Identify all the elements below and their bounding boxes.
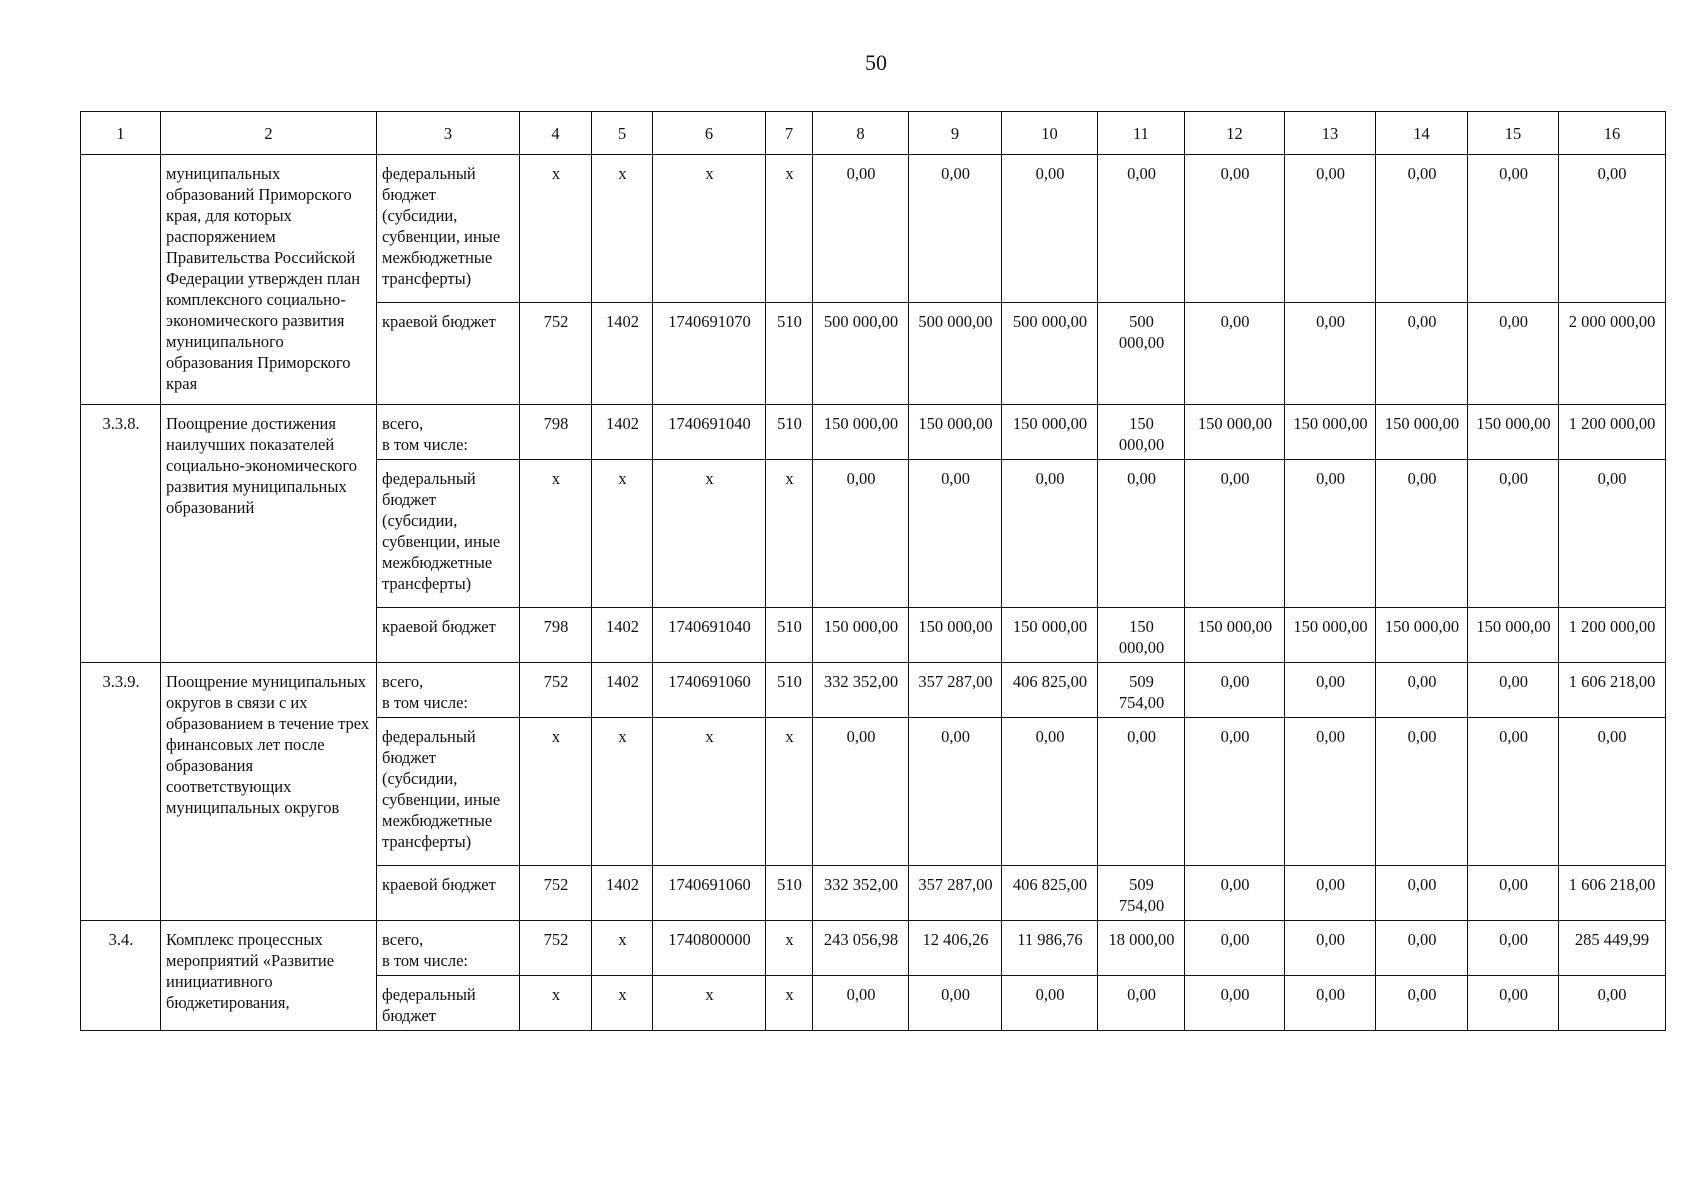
amount-col-15: 0,00	[1468, 921, 1559, 976]
amount-col-14: 0,00	[1376, 663, 1468, 718]
amount-col-13: 0,00	[1285, 303, 1376, 405]
amount-col-12: 150 000,00	[1185, 405, 1285, 460]
section-code: 1402	[592, 303, 653, 405]
target-article-code: 1740691070	[653, 303, 766, 405]
target-article-code: x	[653, 460, 766, 608]
column-header-7: 7	[766, 112, 813, 155]
page-number: 50	[865, 50, 887, 75]
amount-col-16: 1 200 000,00	[1559, 608, 1666, 663]
amount-col-8: 150 000,00	[813, 405, 909, 460]
table-body	[81, 155, 1666, 1031]
amount-col-10: 0,00	[1002, 718, 1098, 866]
column-header-12: 12	[1185, 112, 1285, 155]
budget-table	[80, 111, 1666, 1031]
column-header-11: 11	[1098, 112, 1185, 155]
amount-col-10: 500 000,00	[1002, 303, 1098, 405]
amount-col-14: 0,00	[1376, 866, 1468, 921]
item-number: 3.3.8.	[81, 405, 161, 663]
amount-col-15: 0,00	[1468, 663, 1559, 718]
amount-col-12: 0,00	[1185, 460, 1285, 608]
expense-type-code: x	[766, 155, 813, 303]
amount-col-13: 0,00	[1285, 460, 1376, 608]
funding-source: федеральный бюджет (субсидии, субвенции, иные межбюджетные трансферты)	[377, 460, 520, 608]
item-description: Поощрение муниципальных округов в связи с их образованием в течение трех финансовых лет после образования соответствующих муниципальных округов	[161, 663, 377, 921]
amount-col-8: 332 352,00	[813, 663, 909, 718]
amount-col-10: 406 825,00	[1002, 663, 1098, 718]
section-code: x	[592, 155, 653, 303]
expense-type-code: x	[766, 460, 813, 608]
amount-col-16: 1 606 218,00	[1559, 866, 1666, 921]
amount-col-11: 0,00	[1098, 460, 1185, 608]
amount-col-12: 150 000,00	[1185, 608, 1285, 663]
item-description: муниципальных образований Приморского края, для которых распоряжением Правительства Российской Федерации утвержден план комплексного социально-экономического развития муниципального образования Приморского края	[161, 155, 377, 405]
amount-col-11: 150 000,00	[1098, 405, 1185, 460]
amount-col-13: 0,00	[1285, 663, 1376, 718]
amount-col-10: 11 986,76	[1002, 921, 1098, 976]
amount-col-10: 150 000,00	[1002, 608, 1098, 663]
gr-bs-code: x	[520, 718, 592, 866]
amount-col-10: 0,00	[1002, 976, 1098, 1031]
amount-col-12: 0,00	[1185, 663, 1285, 718]
expense-type-code: x	[766, 718, 813, 866]
amount-col-9: 0,00	[909, 460, 1002, 608]
section-code: x	[592, 460, 653, 608]
amount-col-11: 0,00	[1098, 155, 1185, 303]
amount-col-8: 0,00	[813, 718, 909, 866]
amount-col-11: 500 000,00	[1098, 303, 1185, 405]
funding-source: всего, в том числе:	[377, 405, 520, 460]
amount-col-14: 0,00	[1376, 303, 1468, 405]
expense-type-code: 510	[766, 608, 813, 663]
amount-col-15: 150 000,00	[1468, 608, 1559, 663]
gr-bs-code: x	[520, 460, 592, 608]
amount-col-15: 0,00	[1468, 866, 1559, 921]
amount-col-16: 1 200 000,00	[1559, 405, 1666, 460]
target-article-code: x	[653, 976, 766, 1031]
funding-source: всего, в том числе:	[377, 663, 520, 718]
amount-col-14: 150 000,00	[1376, 405, 1468, 460]
amount-col-10: 150 000,00	[1002, 405, 1098, 460]
item-number: 3.4.	[81, 921, 161, 1031]
table-row	[81, 663, 1666, 718]
item-description: Поощрение достижения наилучших показателей социально-экономического развития муниципальных образований	[161, 405, 377, 663]
amount-col-9: 357 287,00	[909, 663, 1002, 718]
target-article-code: 1740691060	[653, 663, 766, 718]
column-header-3: 3	[377, 112, 520, 155]
gr-bs-code: x	[520, 976, 592, 1031]
expense-type-code: 510	[766, 866, 813, 921]
amount-col-13: 0,00	[1285, 921, 1376, 976]
column-header-13: 13	[1285, 112, 1376, 155]
target-article-code: 1740691060	[653, 866, 766, 921]
column-header-1: 1	[81, 112, 161, 155]
amount-col-9: 357 287,00	[909, 866, 1002, 921]
funding-source: федеральный бюджет (субсидии, субвенции, иные межбюджетные трансферты)	[377, 718, 520, 866]
expense-type-code: x	[766, 921, 813, 976]
expense-type-code: x	[766, 976, 813, 1031]
amount-col-8: 0,00	[813, 460, 909, 608]
expense-type-code: 510	[766, 303, 813, 405]
amount-col-14: 150 000,00	[1376, 608, 1468, 663]
amount-col-12: 0,00	[1185, 866, 1285, 921]
table-row	[81, 405, 1666, 460]
column-header-2: 2	[161, 112, 377, 155]
target-article-code: 1740800000	[653, 921, 766, 976]
section-code: x	[592, 921, 653, 976]
gr-bs-code: x	[520, 155, 592, 303]
amount-col-12: 0,00	[1185, 921, 1285, 976]
amount-col-12: 0,00	[1185, 976, 1285, 1031]
amount-col-13: 0,00	[1285, 155, 1376, 303]
item-number: 3.3.9.	[81, 663, 161, 921]
amount-col-8: 500 000,00	[813, 303, 909, 405]
amount-col-8: 0,00	[813, 976, 909, 1031]
amount-col-16: 0,00	[1559, 155, 1666, 303]
funding-source: краевой бюджет	[377, 866, 520, 921]
expense-type-code: 510	[766, 663, 813, 718]
gr-bs-code: 752	[520, 663, 592, 718]
amount-col-8: 0,00	[813, 155, 909, 303]
column-header-16: 16	[1559, 112, 1666, 155]
column-header-14: 14	[1376, 112, 1468, 155]
table-row	[81, 155, 1666, 303]
section-code: x	[592, 976, 653, 1031]
column-header-4: 4	[520, 112, 592, 155]
amount-col-15: 0,00	[1468, 155, 1559, 303]
amount-col-13: 0,00	[1285, 718, 1376, 866]
amount-col-9: 500 000,00	[909, 303, 1002, 405]
gr-bs-code: 752	[520, 303, 592, 405]
amount-col-9: 0,00	[909, 718, 1002, 866]
funding-source: федеральный бюджет	[377, 976, 520, 1031]
funding-source: федеральный бюджет (субсидии, субвенции, иные межбюджетные трансферты)	[377, 155, 520, 303]
column-header-9: 9	[909, 112, 1002, 155]
amount-col-15: 150 000,00	[1468, 405, 1559, 460]
column-header-5: 5	[592, 112, 653, 155]
gr-bs-code: 798	[520, 405, 592, 460]
amount-col-16: 0,00	[1559, 460, 1666, 608]
target-article-code: x	[653, 718, 766, 866]
amount-col-12: 0,00	[1185, 303, 1285, 405]
amount-col-13: 150 000,00	[1285, 405, 1376, 460]
amount-col-16: 1 606 218,00	[1559, 663, 1666, 718]
amount-col-11: 0,00	[1098, 718, 1185, 866]
amount-col-16: 285 449,99	[1559, 921, 1666, 976]
amount-col-8: 243 056,98	[813, 921, 909, 976]
amount-col-16: 2 000 000,00	[1559, 303, 1666, 405]
amount-col-15: 0,00	[1468, 718, 1559, 866]
expense-type-code: 510	[766, 405, 813, 460]
amount-col-9: 12 406,26	[909, 921, 1002, 976]
amount-col-15: 0,00	[1468, 976, 1559, 1031]
section-code: x	[592, 718, 653, 866]
amount-col-9: 0,00	[909, 976, 1002, 1031]
amount-col-12: 0,00	[1185, 155, 1285, 303]
amount-col-14: 0,00	[1376, 921, 1468, 976]
gr-bs-code: 752	[520, 921, 592, 976]
amount-col-13: 150 000,00	[1285, 608, 1376, 663]
amount-col-12: 0,00	[1185, 718, 1285, 866]
funding-source: краевой бюджет	[377, 608, 520, 663]
section-code: 1402	[592, 405, 653, 460]
amount-col-14: 0,00	[1376, 718, 1468, 866]
amount-col-11: 509 754,00	[1098, 663, 1185, 718]
column-header-6: 6	[653, 112, 766, 155]
target-article-code: 1740691040	[653, 405, 766, 460]
target-article-code: 1740691040	[653, 608, 766, 663]
amount-col-14: 0,00	[1376, 155, 1468, 303]
amount-col-11: 0,00	[1098, 976, 1185, 1031]
amount-col-8: 332 352,00	[813, 866, 909, 921]
amount-col-10: 406 825,00	[1002, 866, 1098, 921]
amount-col-9: 150 000,00	[909, 405, 1002, 460]
amount-col-9: 0,00	[909, 155, 1002, 303]
amount-col-15: 0,00	[1468, 303, 1559, 405]
gr-bs-code: 752	[520, 866, 592, 921]
amount-col-16: 0,00	[1559, 718, 1666, 866]
amount-col-16: 0,00	[1559, 976, 1666, 1031]
amount-col-11: 509 754,00	[1098, 866, 1185, 921]
amount-col-14: 0,00	[1376, 976, 1468, 1031]
column-header-8: 8	[813, 112, 909, 155]
amount-col-11: 18 000,00	[1098, 921, 1185, 976]
section-code: 1402	[592, 866, 653, 921]
table-header	[81, 112, 1666, 155]
amount-col-11: 150 000,00	[1098, 608, 1185, 663]
gr-bs-code: 798	[520, 608, 592, 663]
funding-source: всего, в том числе:	[377, 921, 520, 976]
amount-col-9: 150 000,00	[909, 608, 1002, 663]
amount-col-13: 0,00	[1285, 976, 1376, 1031]
section-code: 1402	[592, 663, 653, 718]
table-row	[81, 921, 1666, 976]
funding-source: краевой бюджет	[377, 303, 520, 405]
item-number	[81, 155, 161, 405]
amount-col-8: 150 000,00	[813, 608, 909, 663]
amount-col-10: 0,00	[1002, 155, 1098, 303]
section-code: 1402	[592, 608, 653, 663]
column-header-10: 10	[1002, 112, 1098, 155]
amount-col-10: 0,00	[1002, 460, 1098, 608]
target-article-code: x	[653, 155, 766, 303]
amount-col-15: 0,00	[1468, 460, 1559, 608]
amount-col-13: 0,00	[1285, 866, 1376, 921]
item-description: Комплекс процессных мероприятий «Развитие инициативного бюджетирования,	[161, 921, 377, 1031]
amount-col-14: 0,00	[1376, 460, 1468, 608]
column-header-15: 15	[1468, 112, 1559, 155]
